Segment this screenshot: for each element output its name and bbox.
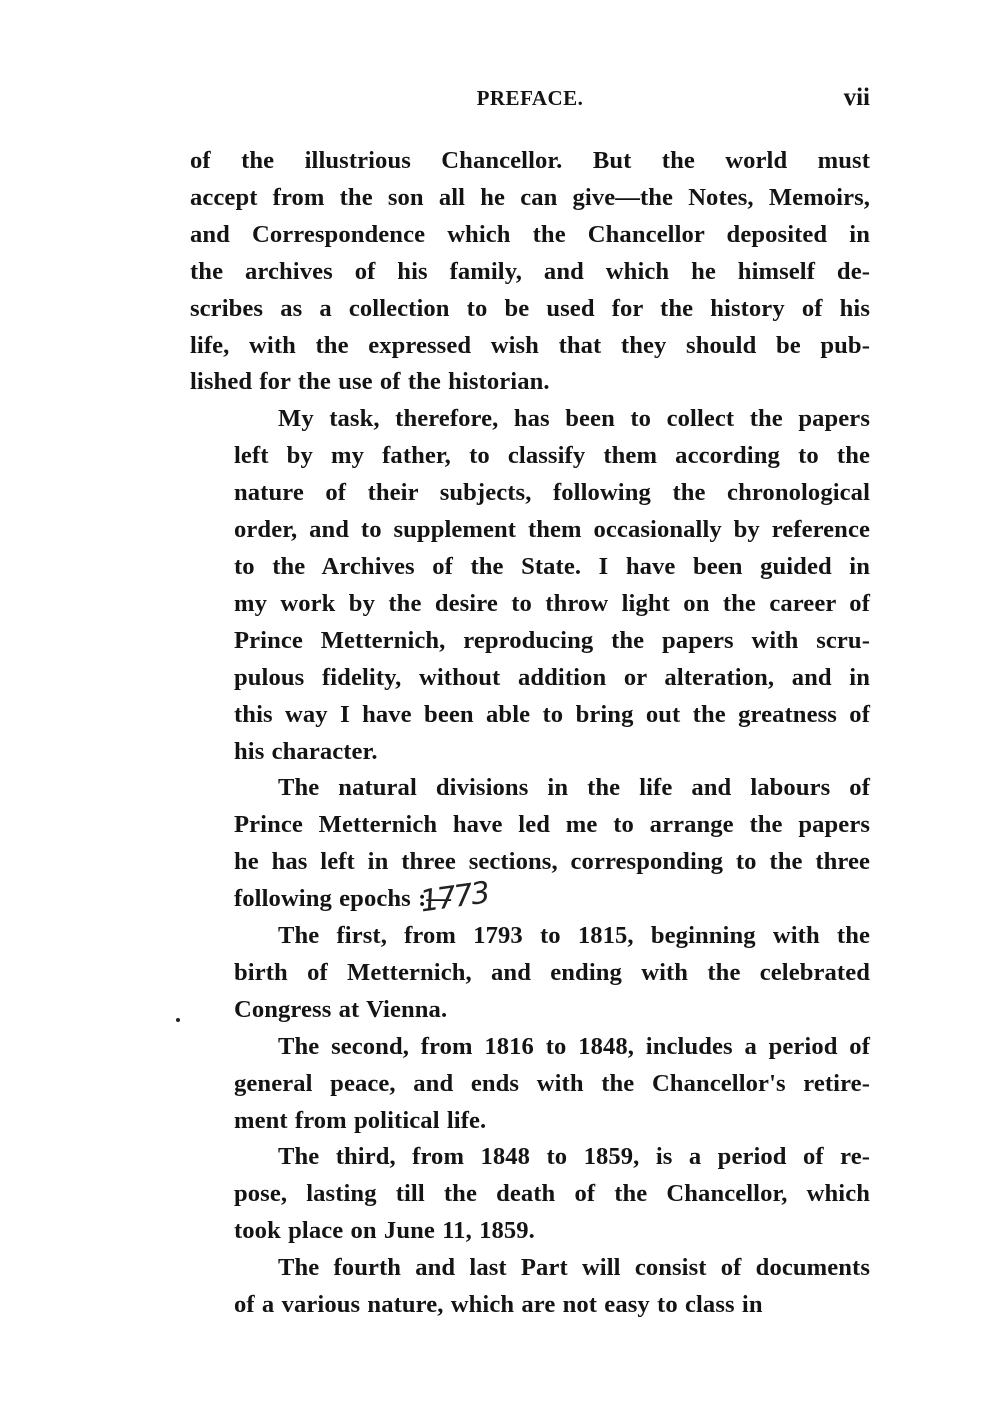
text-line: accept from the son all he can give—the Notes, Memoirs, (190, 183, 870, 211)
margin-mark (176, 1018, 180, 1022)
page-number: vii (843, 84, 870, 111)
page-header (190, 86, 870, 122)
text-line: life, with the expressed wish that they should be pub- (190, 331, 870, 359)
text-line: of a various nature, which are not easy to class in (234, 1291, 763, 1319)
handwritten-note: 1773 (417, 875, 491, 920)
running-title: PREFACE. (476, 86, 584, 110)
paragraph (190, 1250, 870, 1324)
text-line: order, and to supplement them occasionally by reference (234, 516, 870, 544)
text-line: left by my father, to classify them according to the (234, 442, 870, 470)
paragraph (190, 918, 870, 1029)
text-line: Prince Metternich, reproducing the papers with scru- (234, 626, 870, 654)
text-line: The natural divisions in the life and labours of (278, 774, 870, 802)
text-line: this way I have been able to bring out the greatness of (234, 700, 870, 728)
paragraph (190, 143, 870, 401)
text-line: following epochs :— (234, 885, 452, 913)
text-line: general peace, and ends with the Chancellor's retire- (234, 1069, 870, 1097)
text-line: pulous fidelity, without addition or alteration, and in (234, 663, 870, 691)
text-line: his character. (234, 737, 378, 765)
text-line: pose, lasting till the death of the Chancellor, which (234, 1180, 870, 1208)
text-line: the archives of his family, and which he himself de- (190, 257, 870, 285)
text-line: Congress at Vienna. (234, 995, 448, 1023)
text-line: The fourth and last Part will consist of documents (278, 1254, 870, 1282)
text-line: he has left in three sections, corresponding to the three (234, 848, 870, 876)
text-line: to the Archives of the State. I have been guided in (234, 552, 870, 580)
text-line: Prince Metternich have led me to arrange the papers (234, 811, 870, 839)
text-line: The first, from 1793 to 1815, beginning with the (278, 922, 870, 950)
text-line: birth of Metternich, and ending with the celebrated (234, 958, 870, 986)
text-line: and Correspondence which the Chancellor deposited in (190, 220, 870, 248)
text-line: my work by the desire to throw light on the career of (234, 589, 870, 617)
text-line: ment from political life. (234, 1106, 487, 1134)
paragraph (190, 1029, 870, 1140)
paragraph (190, 401, 870, 770)
text-line: nature of their subjects, following the chronological (234, 479, 870, 507)
text-line: of the illustrious Chancellor. But the world must (190, 147, 870, 174)
paragraph (190, 770, 870, 918)
text-line: The second, from 1816 to 1848, includes a period of (278, 1032, 870, 1060)
text-line: The third, from 1848 to 1859, is a period of re- (278, 1143, 870, 1171)
text-line: scribes as a collection to be used for the history of his (190, 294, 870, 322)
text-line: My task, therefore, has been to collect the papers (278, 405, 870, 433)
text-line: lished for the use of the historian. (190, 368, 550, 396)
body-text (190, 143, 870, 1324)
paragraph (190, 1139, 870, 1250)
text-line: took place on June 11, 1859. (234, 1217, 535, 1245)
